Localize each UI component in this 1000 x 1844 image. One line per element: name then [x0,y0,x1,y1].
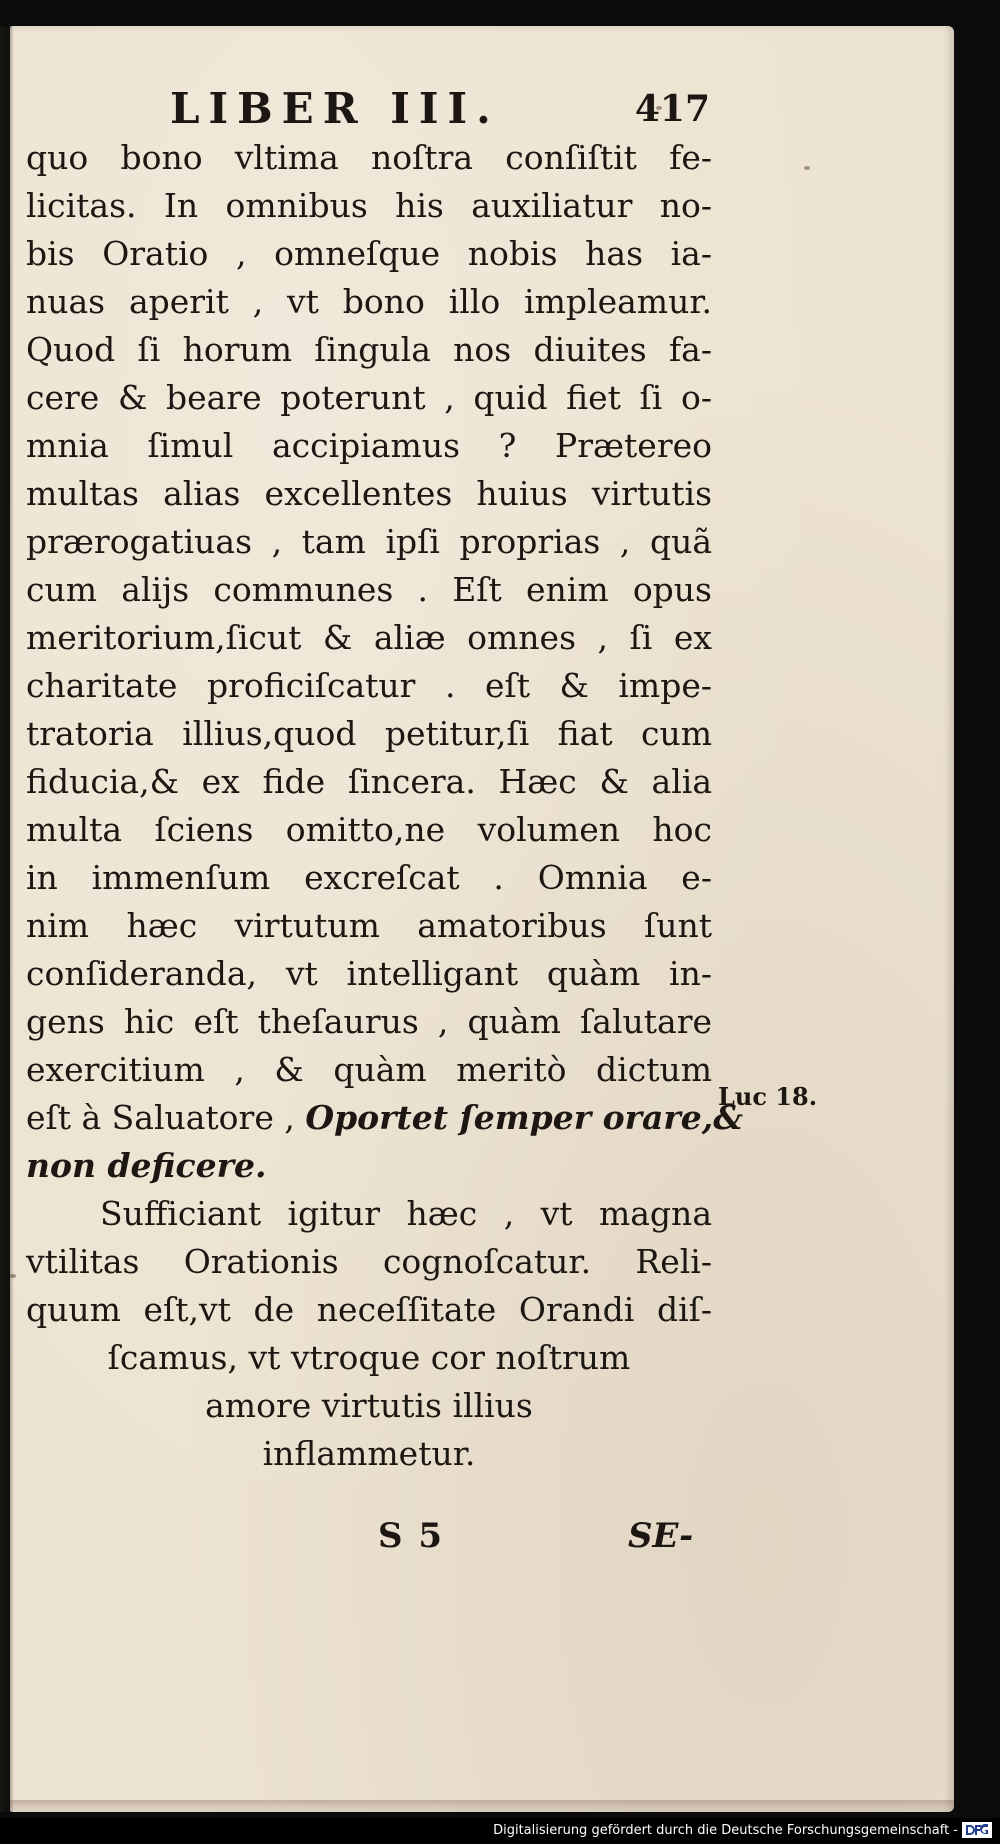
text-line: charitate proficiſcatur . eſt & impe- [26,666,712,705]
text-line: fiducia,& ex fide ſincera. Hæc & alia [26,762,712,801]
text-line: vtilitas Orationis cognoſcatur. Reli- [26,1242,712,1281]
text-line: bis Oratio , omneſque nobis has ia- [26,234,712,273]
text-line: gens hic eſt theſaurus , quàm ſalutare [26,1002,712,1041]
margin-note: Luc 18. [718,1082,818,1111]
text-line: cere & beare poterunt , quid fiet ſi o- [26,378,712,417]
funding-credit: Digitalisierung gefördert durch die Deutsche Forschungsgemeinschaft - [493,1823,958,1838]
text-line: nim hæc virtutum amatoribus ſunt [26,906,712,945]
paper-speck [804,166,810,170]
main-text-block [26,134,744,1478]
running-head: LIBER III. [170,84,500,133]
text-line: quo bono vltima noſtra conſiſtit fe- [26,138,712,177]
text-line: cum alijs communes . Eſt enim opus [26,570,712,609]
text-line: Sufficiant igitur hæc , vt magna [100,1194,712,1233]
text-line: in immenſum excreſcat . Omnia e- [26,858,712,897]
text-line: quum eſt,vt de neceſſitate Orandi diſ- [26,1290,712,1329]
text-line: tratoria illius,quod petitur,ſi fiat cum [26,714,712,753]
text-line: conſideranda, vt intelligant quàm in- [26,954,712,993]
text-line: ſcamus, vt vtroque cor noſtrum [107,1338,631,1377]
digitization-footer [0,1818,1000,1844]
binding-shadow [0,26,14,1812]
text-line: amore virtutis illius [205,1386,533,1425]
text-line: mnia ſimul accipiamus ? Prætereo [26,426,712,465]
scripture-quote-end: non deficere. [26,1146,267,1185]
catchword: SE- [628,1516,694,1556]
text-line: nuas aperit , vt bono illo impleamur. [26,282,712,321]
text-line: exercitium , & quàm meritò dictum [26,1050,712,1089]
text-line: multa ſciens omitto,ne volumen hoc [26,810,712,849]
text-line: licitas. In omnibus his auxiliatur no- [26,186,712,225]
dfg-logo-glyph [962,1822,992,1838]
page-header [170,84,710,138]
text-line: multas alias excellentes huius virtutis [26,474,712,513]
dfg-logo-icon [962,1822,992,1838]
text-line: Quod ſi horum ſingula nos diuites fa- [26,330,712,369]
quote-lead-in: eſt à Saluatore , [26,1098,295,1137]
text-line-with-quote [26,1094,744,1142]
page-bottom-edge [10,1800,954,1812]
text-line: prærogatiuas , tam ipſi proprias , quã [26,522,712,561]
text-line: meritorium,ſicut & aliæ omnes , ſi ex [26,618,712,657]
signature-mark: S 5 [378,1516,445,1556]
scripture-quote: Oportet ſemper orare,& [305,1098,744,1137]
text-line: inflammetur. [262,1434,476,1473]
page-number: 417 [634,88,710,130]
